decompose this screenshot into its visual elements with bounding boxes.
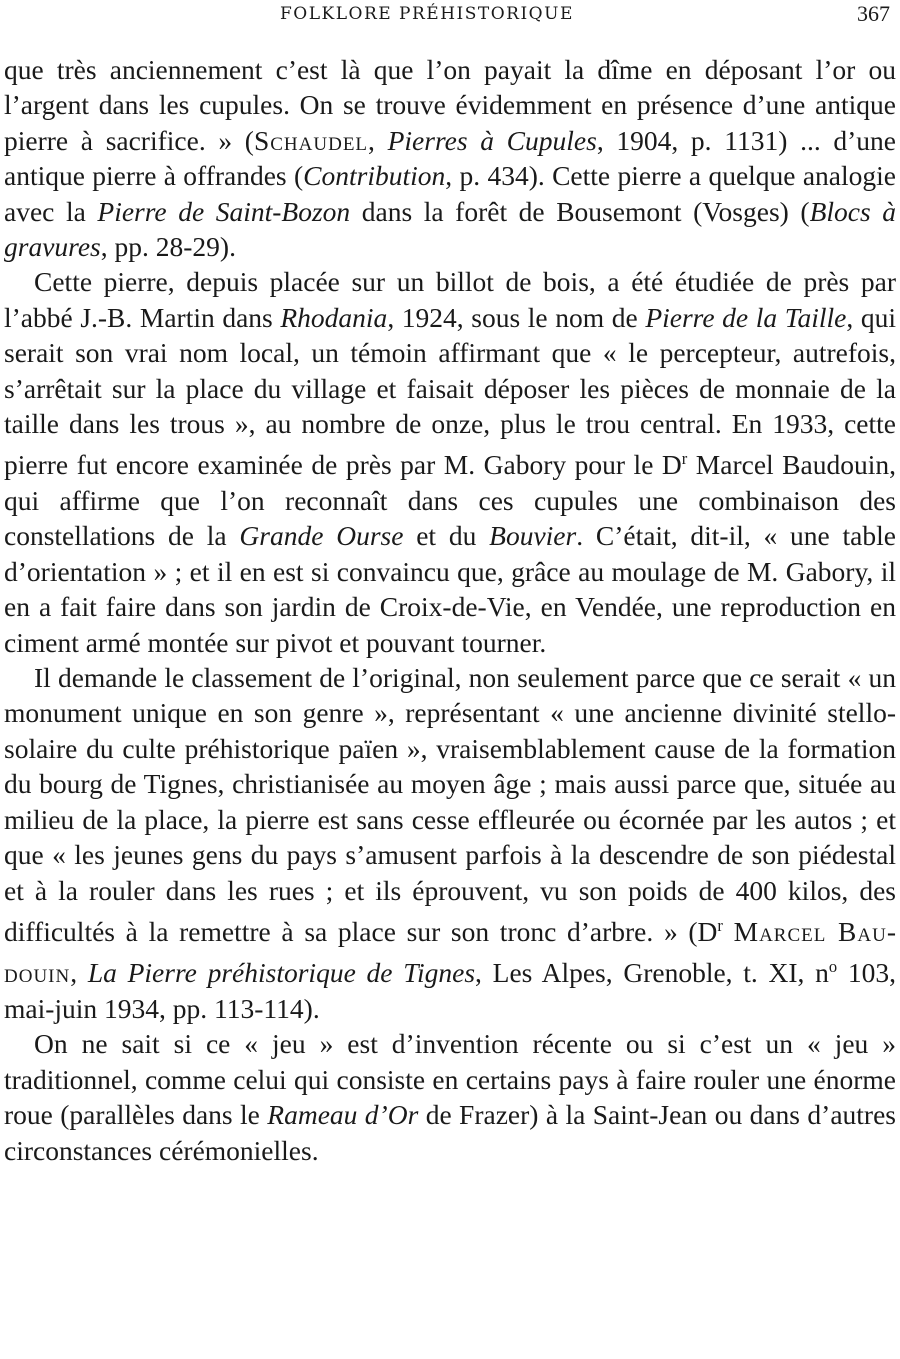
superscript: r	[681, 449, 688, 469]
author-name: Marcel Baudouin	[4, 916, 897, 989]
page-number: 367	[857, 1, 890, 26]
italic-title: Contribution	[303, 160, 446, 192]
italic-title: Grande Ourse	[239, 520, 404, 552]
italic-title: Pierres à Cupules	[387, 124, 597, 156]
italic-title: Rhodania	[280, 301, 388, 333]
page-body	[4, 52, 896, 1168]
text-run: Cette pierre, depuis placée sur un billot de bois, a été étudiée de près par l’abbé J.-B. Martin dans	[4, 266, 896, 333]
text-run: , qui serait son vrai nom local, un témoin affirmant que « le percepteur, autrefois, s’arrêtait sur la place du village et faisait déposer les pièces de monnaie de la taille dans les trous », au nombre de onze, plus le trou central. En 1933, cette pierre fut encore examinée de près par M. Gabory pour le D	[4, 301, 896, 481]
text-run: On ne sait si ce « jeu » est d’invention récente ou si c’est un « jeu » traditionnel, comme celui qui consiste en certains pays à faire rouler une énorme roue (parallèles dans le	[4, 1028, 896, 1131]
italic-title: Blocs à gravures	[4, 195, 896, 263]
author-name: Schaudel	[253, 124, 369, 156]
text-run: , 1924, sous le nom de	[387, 301, 646, 333]
italic-title: Bouvier	[489, 520, 577, 552]
paragraph	[4, 264, 896, 660]
text-run: Marcel Baudouin, qui affirme que l’on reconnaît dans ces cupules une combinaison des constellations de la	[4, 449, 896, 552]
superscript: o	[828, 957, 838, 977]
text-run	[723, 916, 734, 947]
text-run: ,	[70, 957, 88, 989]
italic-title: Pierre de Saint-Bozon	[97, 195, 351, 227]
paragraph	[4, 52, 896, 264]
running-title: FOLKLORE PRÉHISTORIQUE	[280, 4, 574, 24]
text-run: , 1904, p. 1131) ... d’une antique pierre à offrandes (	[4, 124, 896, 192]
italic-title: La Pierre préhistorique de Tignes	[87, 957, 476, 989]
text-run: , pp. 28-29).	[100, 231, 236, 263]
text-run: et du	[403, 520, 490, 552]
text-run: ,	[368, 124, 388, 156]
text-run: de Frazer) à la Saint-Jean ou dans d’autres circonstances cérémonielles.	[4, 1099, 896, 1166]
paragraph	[4, 1026, 896, 1168]
text-run: dans la forêt de Bousemont (Vosges) (	[350, 195, 810, 227]
italic-title: Rameau d’Or	[267, 1099, 419, 1131]
text-run: . C’était, dit-il, « une table d’orientation » ; et il en est si convaincu que, grâce au moulage de M. Gabory, il en a fait faire dans son jardin de Croix-de-Vie, en Vendée, une reproduction en ciment armé montée sur pivot et pouvant tourner.	[4, 520, 896, 658]
superscript: r	[717, 915, 723, 935]
page-header	[0, 0, 900, 32]
text-run: Il demande le classement de l’original, non seulement parce que ce serait « un monument unique en son genre », représentant « une ancienne divinité stello-solaire du culte préhistorique païen », vraisemblablement cause de la formation du bourg de Tignes, christianisée au moyen âge ; mais aussi parce que, située au milieu de la place, la pierre est sans cesse effleurée ou écornée par les autos ; et que « les jeunes gens du pays s’amusent parfois à la descendre de son piédestal et à la rouler dans les rues ; et ils éprouvent, vu son poids de 400 kilos, des difficultés à la remettre à sa place sur son tronc d’arbre. » (D	[4, 662, 896, 948]
text-run: 103, mai-juin 1934, pp. 113-114).	[4, 957, 897, 1025]
paragraph	[4, 660, 896, 1026]
italic-title: Pierre de la Taille	[645, 301, 847, 333]
text-run: , p. 434). Cette pierre a quelque analogie avec la	[4, 160, 896, 227]
text-run: que très anciennement c’est là que l’on payait la dîme en déposant l’or ou l’argent dans les cupules. On se trouve évidemment en présence d’une antique pierre à sacrifice. » (	[4, 54, 896, 156]
text-run: , Les Alpes, Grenoble, t. XI, n	[475, 957, 829, 989]
